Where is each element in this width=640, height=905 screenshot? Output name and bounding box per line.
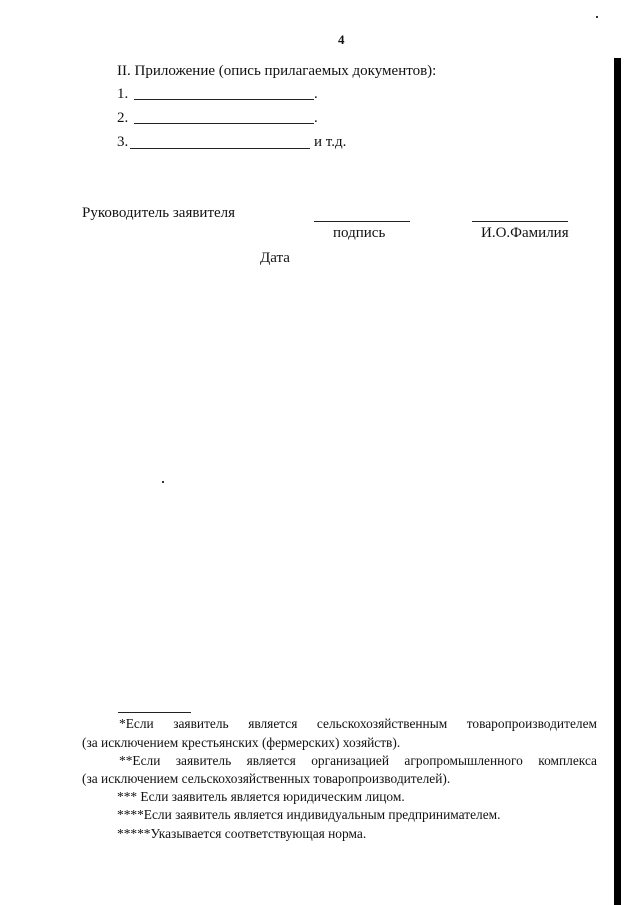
scan-edge-bar [614, 58, 621, 905]
footnote-2-line2: (за исключением сельскохозяйственных товаропроизводителей). [82, 771, 451, 786]
list-item-number: 3. [117, 134, 129, 150]
scan-speck [162, 481, 164, 483]
footnote-3: *** Если заявитель является юридическим лицом. [117, 789, 405, 804]
blank-line [130, 148, 310, 149]
footnote-1-line1: *Если заявитель является сельскохозяйственным товаропроизводителем [119, 716, 597, 731]
name-line [472, 221, 568, 222]
list-item-suffix: . [314, 110, 318, 126]
signature-line [314, 221, 410, 222]
list-item-suffix: . [314, 86, 318, 102]
page-number: 4 [338, 32, 345, 47]
scan-speck [596, 16, 598, 18]
list-item-number: 2. [117, 110, 129, 126]
footnote-4: ****Если заявитель является индивидуальным предпринимателем. [117, 807, 501, 822]
name-caption: И.О.Фамилия [481, 225, 569, 241]
footnote-1-line2: (за исключением крестьянских (фермерских) хозяйств). [82, 735, 401, 750]
list-item-number: 1. [117, 86, 129, 102]
blank-line [134, 99, 314, 100]
date-label: Дата [260, 250, 290, 266]
role-label: Руководитель заявителя [82, 205, 236, 221]
footnote-5: *****Указывается соответствующая норма. [117, 826, 367, 841]
list-item-suffix: и т.д. [314, 134, 347, 150]
blank-line [134, 123, 314, 124]
footnote-2-line1: **Если заявитель является организацией агропромышленного комплекса [119, 753, 597, 768]
footnote-separator [118, 712, 191, 713]
section-heading: II. Приложение (опись прилагаемых документов): [117, 63, 437, 79]
signature-caption: подпись [333, 225, 386, 241]
